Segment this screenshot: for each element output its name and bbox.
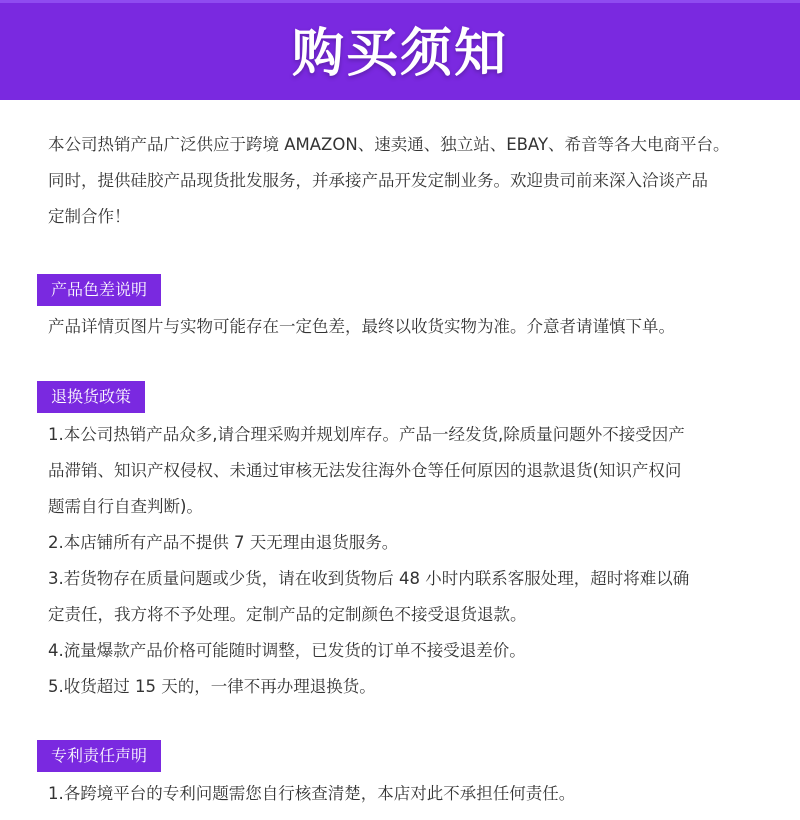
page-title: 购买须知 [291,24,508,84]
return-policy-line: 品滞销、知识产权侵权、未通过审核无法发往海外仓等任何原因的退款退货(知识产权问 [48,461,682,480]
return-policy-line: 2.本店铺所有产品不提供 7 天无理由退货服务。 [48,533,399,552]
patent-heading: 专利责任声明 [37,740,161,772]
return-policy-line: 4.流量爆款产品价格可能随时调整，已发货的订单不接受退差价。 [48,641,526,660]
return-policy-paragraph [48,417,768,705]
color-diff-heading: 产品色差说明 [37,274,161,306]
return-policy-line: 题需自行自查判断)。 [48,497,203,516]
return-policy-line: 1.本公司热销产品众多,请合理采购并规划库存。产品一经发货,除质量问题外不接受因产 [48,425,685,444]
return-policy-line: 3.若货物存在质量问题或少货，请在收到货物后 48 小时内联系客服处理，超时将难以确 [48,569,690,588]
return-policy-line: 5.收货超过 15 天的，一律不再办理退换货。 [48,677,376,696]
patent-line: 1.各跨境平台的专利问题需您自行核查清楚，本店对此不承担任何责任。 [48,784,576,803]
intro-line: 定制合作！ [48,207,131,226]
intro-paragraph [48,127,768,235]
return-policy-heading: 退换货政策 [37,381,145,413]
return-policy-line: 定责任，我方将不予处理。定制产品的定制颜色不接受退货退款。 [48,605,527,624]
color-diff-paragraph [48,309,768,345]
color-diff-line: 产品详情页图片与实物可能存在一定色差，最终以收货实物为准。介意者请谨慎下单。 [48,317,675,336]
header-banner [0,0,800,100]
intro-line: 同时，提供硅胶产品现货批发服务，并承接产品开发定制业务。欢迎贵司前来深入洽谈产品 [48,171,708,190]
patent-paragraph [48,776,768,812]
intro-line: 本公司热销产品广泛供应于跨境 AMAZON、速卖通、独立站、EBAY、希音等各大电商平台。 [48,135,730,154]
